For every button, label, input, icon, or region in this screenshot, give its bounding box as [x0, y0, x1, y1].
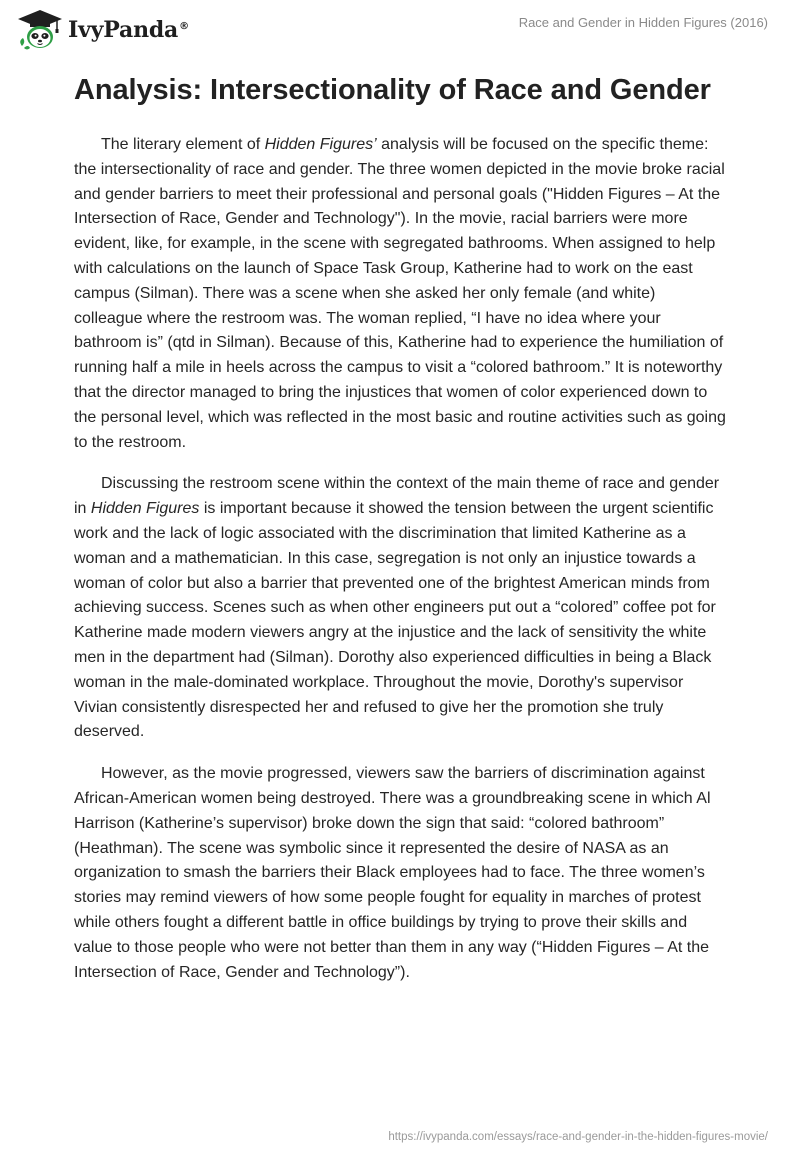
page-header [0, 0, 800, 60]
registered-mark: ® [179, 20, 189, 32]
paragraph-3: However, as the movie progressed, viewers saw the barriers of discrimination against African-American women being destroyed. There was a groundbreaking scene in which Al Harrison (Katherine’s supervisor) broke down the sign that said: “colored bathroom” (Heathman). The scene was symbolic since it represented the desire of NASA as an organization to smash the barriers their Black employees had to face. The three women’s stories may remind viewers of how some people fought for equality in marches of protest while others fought a different battle in office buildings by trying to prove their skills and value to those people who were not better than them in any way (“Hidden Figures – At the Intersection of Race, Gender and Technology”). [74, 765, 711, 981]
section-heading: Analysis: Intersectionality of Race and Gender [74, 74, 711, 106]
paragraph-2 [74, 472, 726, 745]
paragraph-2-text-a: Discussing the restroom scene within the context of the main theme of race and gender in [74, 475, 720, 518]
ivypanda-logo[interactable] [16, 8, 189, 52]
paragraph-1 [74, 133, 726, 455]
document-title: Race and Gender in Hidden Figures (2016) [518, 15, 768, 30]
paragraph-1-text-a: The literary element of [101, 136, 265, 153]
film-title: Hidden Figures [90, 500, 200, 518]
film-title-possessive: Hidden Figures’ [264, 136, 377, 153]
source-url[interactable]: https://ivypanda.com/essays/race-and-gender-in-the-hidden-figures-movie/ [388, 1131, 768, 1143]
logo-wordmark [68, 17, 189, 43]
paragraph-2-text-b: is important because it showed the tension between the urgent scientific work and the lack of logic associated with the discrimination that limited Katherine as a woman and a mathematician. In this case, segregation is not only an injustice towards a woman of color but also a barrier that prevented one of the brightest American minds from achieving success. Scenes such as when other engineers put out a “colored” coffee pot for Katherine made modern viewers angry at the injustice and the lack of sensitivity the white men in the department had (Silman). Dorothy also experienced difficulties in being a Black woman in the male-dominated workplace. Throughout the movie, Dorothy's supervisor Vivian consistently disrespected her and refused to give her the promotion she truly deserved. [74, 500, 716, 741]
logo-wordmark-text: IvyPanda [68, 17, 179, 43]
essay-body [74, 133, 726, 1002]
paragraph-1-text-b: analysis will be focused on the specific theme: the intersectionality of race and gender. The three women depicted in the movie broke racial and gender barriers to meet their professional and personal goals ("Hidden Figures – At the Intersection of Race, Gender and Technology"). In the movie, racial barriers were more evident, like, for example, in the scene with segregated bathrooms. When assigned to help with calculations on the launch of Space Task Group, Katherine had to work on the east campus (Silman). There was a scene when she asked her only female (and white) colleague where the restroom was. The woman replied, “I have no idea where your bathroom is” (qtd in Silman). Because of this, Katherine had to experience the humiliation of running half a mile in heels across the campus to visit a “colored bathroom.” It is noteworthy that the director managed to bring the injustices that women of color experienced down to the personal level, which was reflected in the most basic and routine activities such as going to the restroom. [74, 136, 726, 451]
panda-graduate-icon [16, 8, 64, 52]
